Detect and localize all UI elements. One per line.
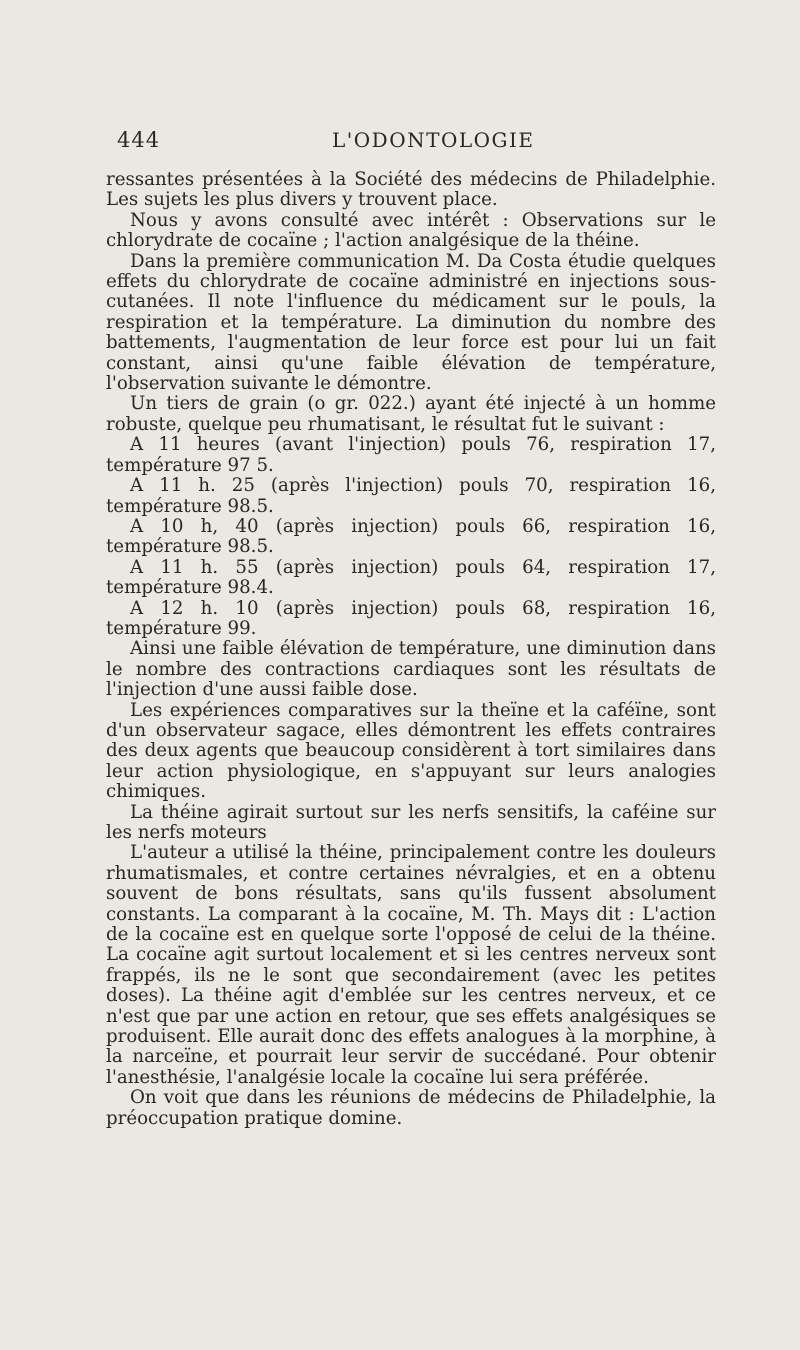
page-number: 444 [117, 128, 161, 152]
measurement-entry: A 11 heures (avant l'injection) pouls 76, respiration 17, température 97 5. [106, 434, 716, 476]
paragraph: On voit que dans les réunions de médecins de Philadelphie, la préoccupation pratique domine. [106, 1087, 716, 1129]
paragraph: Ainsi une faible élévation de température, une diminution dans le nombre des contractions cardiaques sont les résultats de l'injection d'une aussi faible dose. [106, 638, 716, 701]
measurement-entry: A 10 h, 40 (après injection) pouls 66, respiration 16, température 98.5. [106, 515, 716, 558]
paragraph: Les expériences comparatives sur la theïne et la caféïne, sont d'un observateur sagace, elles démontrent les effets contraires des deux agents que beaucoup considèrent à tort similaires dans leur action physiologique, en s'appuyant sur leurs analogies chimiques. [106, 699, 716, 803]
page-header [117, 128, 717, 156]
paragraph: Un tiers de grain (o gr. 022.) ayant été injecté à un homme robuste, quelque peu rhumatisant, le résultat fut le suivant : [106, 393, 716, 435]
paragraph: ressantes présentées à la Société des médecins de Philadelphie. Les sujets les plus divers y trouvent place. [106, 169, 716, 211]
paragraph: La théine agirait surtout sur les nerfs sensitifs, la caféine sur les nerfs moteurs [106, 801, 716, 843]
paragraph: Nous y avons consulté avec intérêt : Observations sur le chlorydrate de cocaïne ; l'action analgésique de la théine. [106, 209, 716, 252]
measurement-entry: A 11 h. 25 (après l'injection) pouls 70, respiration 16, température 98.5. [106, 475, 716, 517]
body-text [106, 170, 716, 1129]
paragraph: Dans la première communication M. Da Costa étudie quelques effets du chlorydrate de cocaïne administré en injections sous-cutanées. Il note l'influence du médicament sur le pouls, la respiration et la température. La diminution du nombre des battements, l'augmentation de leur force est pour lui un fait constant, ainsi qu'une faible élévation de température, l'observation suivante le démontre. [106, 250, 716, 395]
running-title: L'ODONTOLOGIE [332, 128, 535, 152]
paragraph: L'auteur a utilisé la théine, principalement contre les douleurs rhumatismales, et contre certaines névralgies, et en a obtenu souvent de bons résultats, sans qu'ils fussent absolument constants. La comparant à la cocaïne, M. Th. Mays dit : L'action de la cocaïne est en quelque sorte l'opposé de celui de la théine. La cocaïne agit surtout localement et si les centres nerveux sont frappés, ils ne le sont que secondairement (avec les petites doses). La théine agit d'emblée sur les centres nerveux, et ce n'est que par une action en retour, que ses effets analgésiques se produisent. Elle aurait donc des effets analogues à la morphine, à la narceïne, et pourrait leur servir de succédané. Pour obtenir l'anesthésie, l'analgésie locale la cocaïne lui sera préférée. [106, 842, 716, 1088]
measurement-entry: A 12 h. 10 (après injection) pouls 68, respiration 16, température 99. [106, 597, 716, 639]
measurement-entry: A 11 h. 55 (après injection) pouls 64, respiration 17, température 98.4. [106, 556, 716, 599]
